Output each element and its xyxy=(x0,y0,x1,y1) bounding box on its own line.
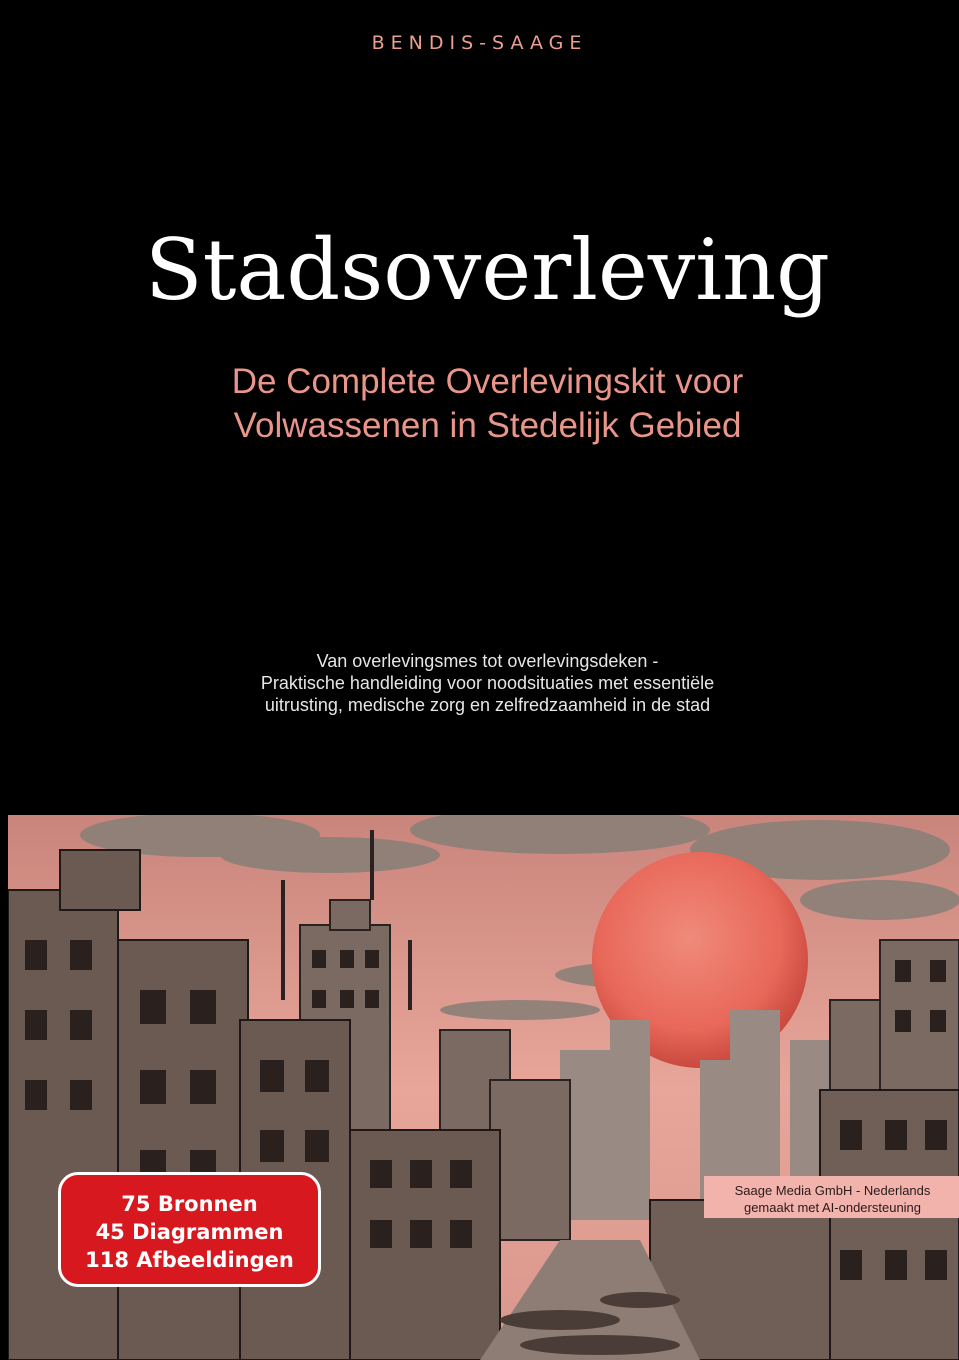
author-name: BENDIS-SAAGE xyxy=(371,32,588,54)
description-line: uitrusting, medische zorg en zelfredzaamheid in de stad xyxy=(264,695,711,715)
book-title: Stadsoverleving xyxy=(145,221,830,319)
book-subtitle xyxy=(120,360,855,448)
subtitle-line: Volwassenen in Stedelijk Gebied xyxy=(233,406,742,445)
ai-notice: gemaakt met AI-ondersteuning xyxy=(743,1200,922,1215)
stat-sources: 75 Bronnen xyxy=(121,1192,258,1216)
stat-images: 118 Afbeeldingen xyxy=(85,1248,294,1272)
publisher-name: Saage Media GmbH - Nederlands xyxy=(734,1183,931,1198)
subtitle-line: De Complete Overlevingskit voor xyxy=(231,362,744,401)
stat-diagrams: 45 Diagrammen xyxy=(95,1220,284,1244)
book-description xyxy=(180,650,795,716)
content-stats-badge xyxy=(58,1172,321,1287)
publisher-label xyxy=(704,1176,959,1218)
description-line: Van overlevingsmes tot overlevingsdeken - xyxy=(316,651,659,671)
description-line: Praktische handleiding voor noodsituaties met essentiële xyxy=(260,673,715,693)
